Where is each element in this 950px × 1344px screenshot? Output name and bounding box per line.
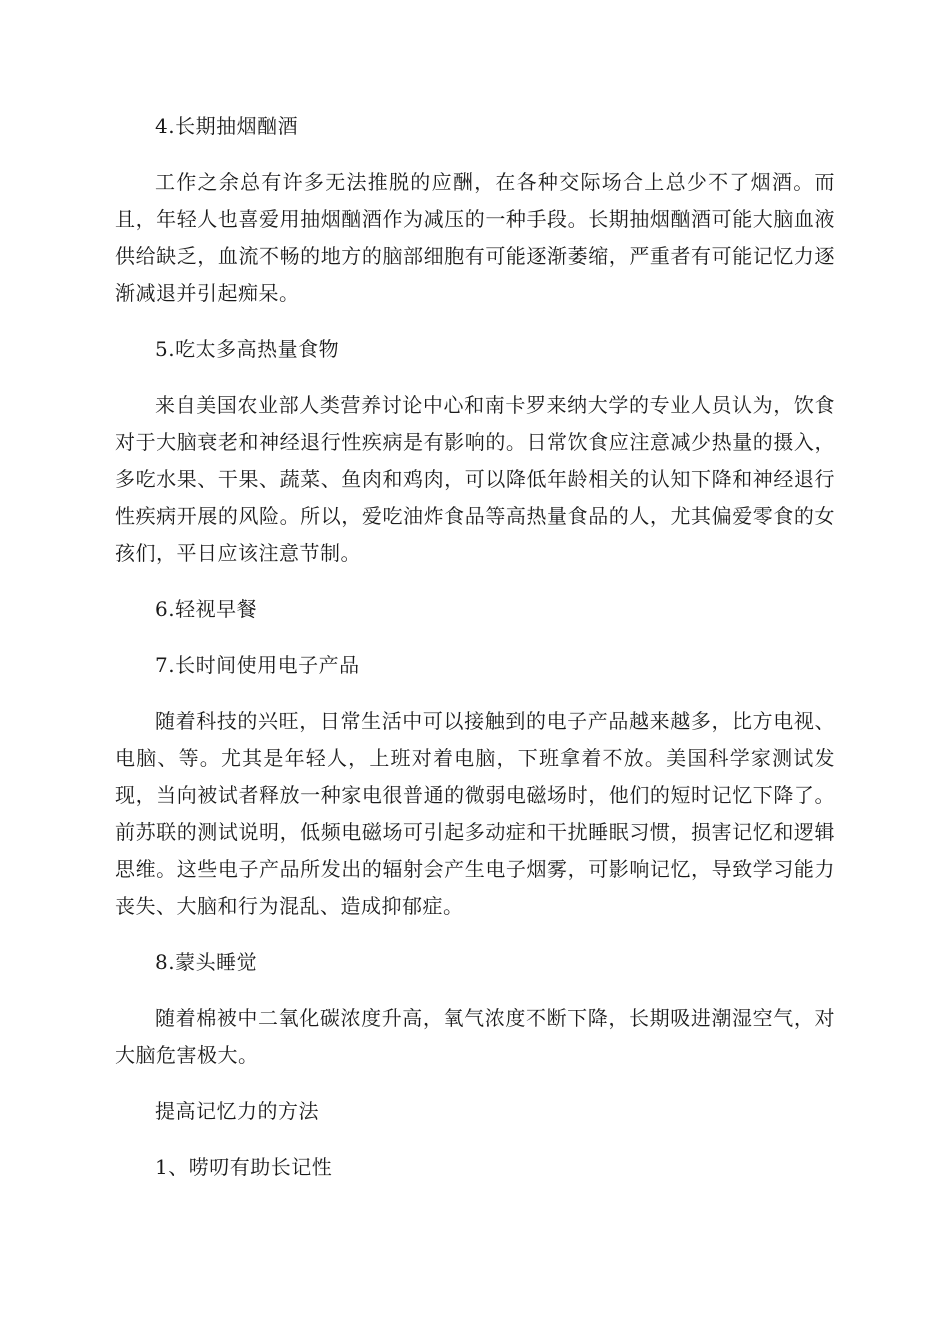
paragraph-covering-head-sleep: 随着棉被中二氧化碳浓度升高，氧气浓度不断下降，长期吸进潮湿空气，对大脑危害极大。 bbox=[115, 1006, 835, 1067]
section-heading-covering-head-sleep: 8.蒙头睡觉 bbox=[155, 950, 258, 974]
paragraph-smoking-drinking: 工作之余总有许多无法推脱的应酬，在各种交际场合上总少不了烟酒。而且，年轻人也喜爱用抽烟酗酒作为减压的一种手段。长期抽烟酗酒可能大脑血液供给缺乏，血流不畅的地方的脑部细胞有可能逐渐萎缩，严重者有可能记忆力逐渐减退并引起痴呆。 bbox=[115, 170, 835, 305]
section-heading-nagging-helps-memory: 1、唠叨有助长记性 bbox=[155, 1155, 333, 1179]
paragraph-high-calorie-food: 来自美国农业部人类营养讨论中心和南卡罗来纳大学的专业人员认为，饮食对于大脑衰老和神经退行性疾病是有影响的。日常饮食应注意减少热量的摄入，多吃水果、干果、蔬菜、鱼肉和鸡肉，可以降低年龄相关的认知下降和神经退行性疾病开展的风险。所以，爱吃油炸食品等高热量食品的人，尤其偏爱零食的女孩们，平日应该注意节制。 bbox=[115, 393, 835, 565]
section-heading-electronic-devices: 7.长时间使用电子产品 bbox=[155, 653, 360, 677]
section-heading-high-calorie-food: 5.吃太多高热量食物 bbox=[155, 337, 340, 361]
document-page bbox=[115, 108, 835, 1205]
section-heading-skipping-breakfast: 6.轻视早餐 bbox=[155, 597, 258, 621]
section-heading-memory-methods: 提高记忆力的方法 bbox=[155, 1099, 319, 1123]
paragraph-electronic-devices: 随着科技的兴旺，日常生活中可以接触到的电子产品越来越多，比方电视、电脑、等。尤其是年轻人，上班对着电脑，下班拿着不放。美国科学家测试发现，当向被试者释放一种家电很普通的微弱电磁场时，他们的短时记忆下降了。前苏联的测试说明，低频电磁场可引起多动症和干扰睡眠习惯，损害记忆和逻辑思维。这些电子产品所发出的辐射会产生电子烟雾，可影响记忆，导致学习能力丧失、大脑和行为混乱、造成抑郁症。 bbox=[115, 709, 835, 918]
section-heading-smoking-drinking: 4.长期抽烟酗酒 bbox=[155, 114, 299, 138]
